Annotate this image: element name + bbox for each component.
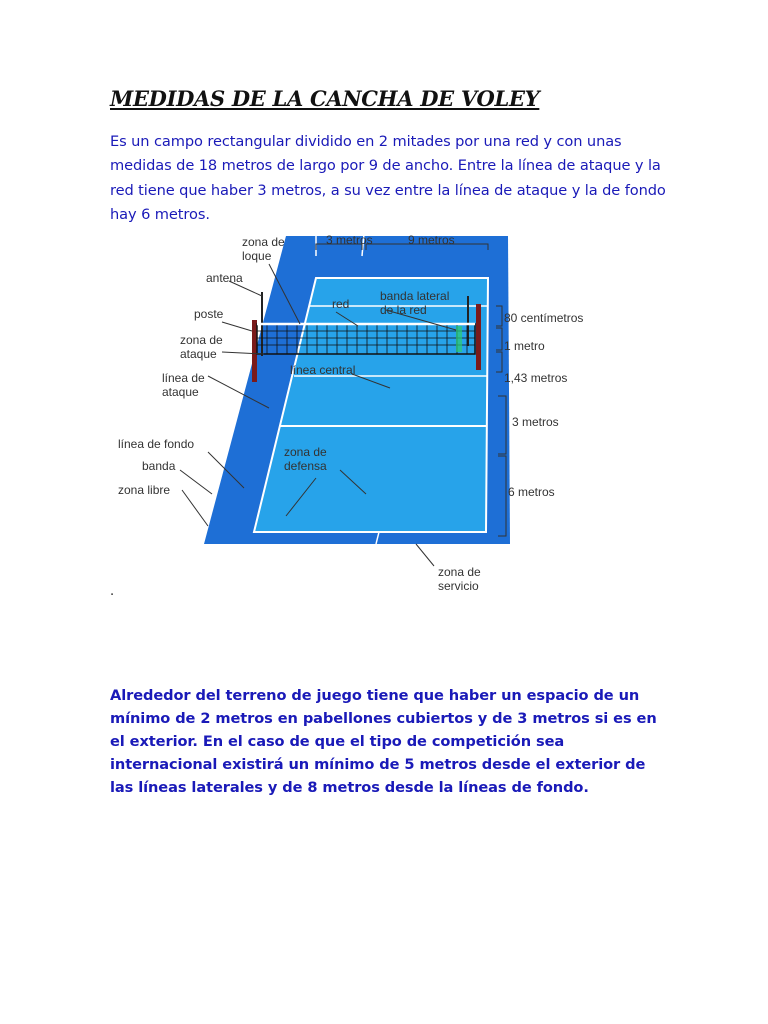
label-zona-ataque-2: ataque — [180, 347, 217, 361]
label-linea-central: línea central — [290, 363, 356, 377]
label-zona-defensa-2: defensa — [284, 459, 327, 473]
right-post — [476, 304, 481, 370]
label-un-metro: 1 metro — [504, 339, 545, 353]
label-banda: banda — [142, 459, 176, 473]
label-nueve-metros: 9 metros — [408, 233, 455, 247]
label-linea-ataque-1: línea de — [162, 371, 205, 385]
label-linea-fondo: línea de fondo — [118, 437, 195, 451]
label-uno43-metros: 1,43 metros — [504, 371, 568, 385]
label-zona-bloque-2: loque — [242, 249, 272, 263]
page-title: MEDIDAS DE LA CANCHA DE VOLEY — [110, 86, 540, 111]
label-tres-metros-side: 3 metros — [512, 415, 559, 429]
intro-paragraph: Es un campo rectangular dividido en 2 mitades por una red y con unas medidas de 18 metros de largo por 9 de ancho. Entre la línea de ataque y la red tiene que haber 3 metros, a su vez entre la línea de ataque y la de fondo hay 6 metros. — [110, 133, 666, 224]
label-red: red — [332, 297, 350, 311]
label-banda-lateral-1: banda lateral — [380, 289, 450, 303]
body-paragraph: Alrededor del terreno de juego tiene que haber un espacio de un mínimo de 2 metros en pabellones cubiertos y de 3 metros si es en el exterior. En el caso de que el tipo de competición sea internacional existirá un mínimo de 5 metros desde el exterior de las líneas laterales y de 8 metros desde la líneas de fondo. — [110, 687, 657, 796]
court-diagram — [104, 226, 604, 606]
label-zona-ataque-1: zona de — [180, 333, 223, 347]
label-zona-servicio-2: servicio — [438, 579, 479, 593]
label-linea-ataque-2: ataque — [162, 385, 199, 399]
label-antena: antena — [206, 271, 243, 285]
label-zona-libre: zona libre — [118, 483, 171, 497]
label-zona-bloque-1: zona de — [242, 235, 285, 249]
label-zona-servicio-1: zona de — [438, 565, 481, 579]
stray-dot: . — [110, 584, 115, 599]
label-ochenta-cm: 80 centímetros — [504, 311, 584, 325]
label-zona-defensa-1: zona de — [284, 445, 327, 459]
label-poste: poste — [194, 307, 224, 321]
label-seis-metros: 6 metros — [508, 485, 555, 499]
label-banda-lateral-2: de la red — [380, 303, 427, 317]
label-tres-metros-top: 3 metros — [326, 233, 373, 247]
net-side-band — [456, 326, 462, 352]
